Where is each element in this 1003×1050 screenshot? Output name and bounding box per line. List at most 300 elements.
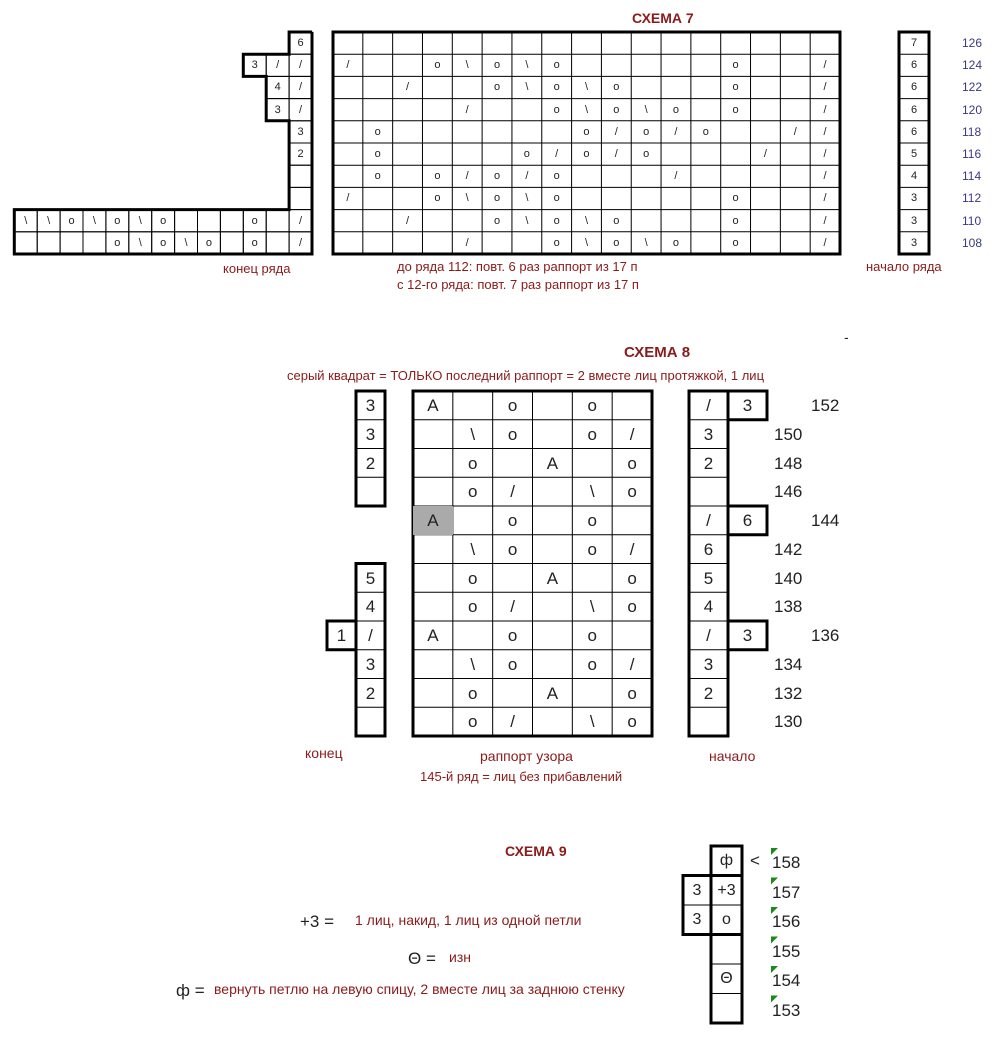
scheme8-left-cell bbox=[356, 707, 385, 736]
scheme8-left-cell bbox=[356, 477, 385, 506]
scheme7-main-cell bbox=[572, 54, 602, 76]
scheme8-main-cell: A bbox=[546, 568, 559, 588]
scheme8-left-cell: 2 bbox=[365, 683, 376, 703]
scheme7-row-number: 122 bbox=[962, 80, 983, 95]
scheme8-right-cell bbox=[689, 707, 728, 736]
scheme7-main-cell: / bbox=[555, 148, 559, 160]
scheme7-main-cell bbox=[393, 187, 423, 209]
scheme7-right-cell: 6 bbox=[910, 103, 918, 116]
scheme7-main-cell bbox=[333, 210, 363, 232]
scheme7-main-cell: \ bbox=[584, 81, 589, 94]
scheme7-row-number: 112 bbox=[962, 191, 982, 206]
scheme7-main-cell bbox=[363, 232, 393, 254]
scheme7-main-cell bbox=[482, 99, 512, 121]
scheme7-main-cell bbox=[631, 210, 661, 232]
scheme8-left-cell: / bbox=[368, 626, 373, 645]
scheme7-left-cell bbox=[175, 210, 198, 232]
scheme7-main-cell bbox=[691, 54, 721, 76]
scheme7-main-cell bbox=[661, 54, 691, 76]
scheme7-left-cell: o bbox=[251, 236, 258, 249]
scheme8-main-cell bbox=[612, 506, 652, 535]
scheme7-main-cell bbox=[780, 32, 810, 54]
scheme8-left-cell: 1 bbox=[336, 626, 347, 645]
scheme7-main-cell: / bbox=[823, 192, 827, 205]
scheme8-main-cell: / bbox=[510, 597, 515, 617]
scheme7-right-cell: 4 bbox=[910, 170, 918, 183]
scheme7-main-cell: / bbox=[823, 214, 827, 227]
scheme7-left-cell: o bbox=[160, 214, 167, 227]
scheme7-main-cell: o bbox=[613, 236, 620, 249]
scheme7-main-cell bbox=[661, 143, 691, 165]
scheme7-right-cell: 6 bbox=[910, 125, 918, 138]
scheme7-main-cell: o bbox=[374, 170, 381, 183]
scheme8-main-cell: o bbox=[627, 712, 637, 732]
scheme7-main-cell: o bbox=[434, 192, 441, 205]
scheme7-right-cell: 5 bbox=[910, 148, 918, 160]
scheme9-cell: 3 bbox=[692, 881, 702, 899]
scheme7-main-cell: o bbox=[434, 170, 441, 183]
scheme9-arrow: < bbox=[750, 851, 760, 870]
scheme7-left-cell: o bbox=[114, 236, 121, 249]
scheme7-main-cell bbox=[572, 187, 602, 209]
scheme7-main-cell bbox=[393, 99, 423, 121]
scheme8-main-cell: o bbox=[627, 683, 637, 703]
scheme8-main-cell: A bbox=[546, 453, 559, 473]
scheme7-main-cell bbox=[393, 121, 423, 143]
scheme7-left-cell bbox=[266, 210, 289, 232]
scheme7-main-cell bbox=[422, 210, 452, 232]
scheme7-left-cell bbox=[220, 232, 243, 254]
scheme7-left-cell: / bbox=[299, 59, 303, 72]
scheme8-left-cell: 4 bbox=[365, 597, 376, 617]
scheme8-main-cell: A bbox=[427, 396, 439, 415]
scheme7-main-cell bbox=[780, 76, 810, 98]
scheme7-main-cell bbox=[452, 76, 482, 98]
scheme7-main-cell: o bbox=[643, 148, 650, 160]
scheme7-main-cell: o bbox=[732, 192, 739, 205]
scheme7-left-cell: 6 bbox=[297, 37, 304, 49]
scheme8-main-cell: \ bbox=[589, 482, 595, 502]
scheme7-main-cell: / bbox=[406, 81, 410, 94]
scheme7-left-cell bbox=[83, 232, 106, 254]
scheme7-main-cell bbox=[691, 99, 721, 121]
scheme7-right-cell: 6 bbox=[910, 59, 918, 72]
scheme8-row-number: 132 bbox=[774, 683, 803, 703]
scheme8-main-cell bbox=[413, 650, 453, 679]
scheme8-main-cell bbox=[453, 391, 493, 420]
scheme8-main-cell: o bbox=[507, 424, 518, 444]
scheme8-left-cell: 3 bbox=[365, 654, 376, 674]
scheme7-main-cell: o bbox=[553, 59, 560, 72]
scheme8-main-cell: o bbox=[468, 568, 478, 588]
scheme8-right-cell: / bbox=[706, 396, 711, 415]
scheme7-main-cell: o bbox=[493, 59, 501, 72]
scheme7-main-cell bbox=[721, 32, 751, 54]
scheme8-main-cell: \ bbox=[470, 539, 476, 559]
scheme8-main-cell: / bbox=[510, 482, 515, 502]
scheme7-main-cell bbox=[482, 232, 512, 254]
scheme8-row-number: 140 bbox=[774, 568, 803, 588]
scheme8-main-cell bbox=[572, 564, 612, 593]
scheme7-label-start: начало ряда bbox=[866, 259, 942, 274]
scheme7-main-cell bbox=[721, 165, 751, 187]
scheme8-main-cell: o bbox=[627, 568, 637, 588]
scheme8-main-cell: o bbox=[587, 424, 597, 444]
scheme7-main-cell: / bbox=[793, 125, 797, 138]
scheme8-main-cell bbox=[533, 420, 573, 449]
scheme7-main-cell: / bbox=[823, 59, 827, 72]
scheme7-main-cell: o bbox=[643, 125, 650, 138]
scheme9-title: СХЕМА 9 bbox=[505, 843, 567, 859]
scheme7-main-cell: o bbox=[374, 125, 381, 138]
scheme7-main-cell bbox=[333, 121, 363, 143]
scheme7-main-cell bbox=[721, 121, 751, 143]
scheme7-main-cell bbox=[482, 121, 512, 143]
scheme7-main-cell bbox=[512, 99, 542, 121]
scheme8-main-cell: o bbox=[468, 683, 478, 703]
scheme8-main-cell: o bbox=[468, 597, 478, 617]
scheme7-main-cell bbox=[691, 165, 721, 187]
scheme7-main-cell bbox=[422, 76, 452, 98]
scheme7-main-cell bbox=[333, 99, 363, 121]
scheme7-main-cell: o bbox=[672, 236, 680, 249]
scheme7-main-cell bbox=[780, 165, 810, 187]
scheme7-main-cell bbox=[422, 232, 452, 254]
scheme8-right-cell bbox=[689, 477, 728, 506]
scheme7-left-cell: \ bbox=[138, 214, 142, 227]
scheme7-main-cell bbox=[751, 121, 781, 143]
scheme7-left-cell: o bbox=[68, 214, 75, 227]
scheme8-main-cell: o bbox=[587, 654, 597, 674]
scheme7-main-cell bbox=[780, 143, 810, 165]
scheme7-main-cell bbox=[512, 232, 542, 254]
scheme7-main-cell bbox=[691, 210, 721, 232]
scheme7-main-cell: / bbox=[525, 170, 529, 183]
scheme8-left-cell: 5 bbox=[365, 568, 376, 588]
scheme8-right-cell: 6 bbox=[703, 539, 714, 559]
scheme7-main-cell bbox=[393, 54, 423, 76]
scheme8-row-number: 146 bbox=[774, 482, 803, 502]
scheme7-main-cell: / bbox=[823, 125, 827, 138]
scheme7-left-cell: o bbox=[160, 236, 167, 249]
scheme7-left-cell bbox=[60, 232, 83, 254]
scheme7-main-cell bbox=[751, 54, 781, 76]
scheme8-right-cell: / bbox=[706, 511, 711, 530]
scheme8-main-cell bbox=[413, 679, 453, 708]
scheme9-cell: +3 bbox=[717, 881, 736, 899]
scheme8-right-cell: 4 bbox=[703, 597, 714, 617]
scheme7-main-cell bbox=[363, 76, 393, 98]
scheme8-main-cell bbox=[413, 564, 453, 593]
scheme7-main-cell: o bbox=[493, 192, 501, 205]
scheme8-main-cell: A bbox=[546, 683, 559, 703]
scheme7-main-cell bbox=[452, 210, 482, 232]
scheme7-left-cell: / bbox=[276, 59, 280, 72]
scheme8-right-cell: 6 bbox=[742, 511, 753, 530]
scheme7-main-cell: / bbox=[614, 148, 618, 160]
scheme9-row-number: 154 bbox=[772, 971, 801, 990]
scheme7-left-cell bbox=[266, 232, 289, 254]
scheme7-right-cell: 3 bbox=[910, 214, 918, 227]
scheme9-row-number: 157 bbox=[772, 882, 801, 902]
scheme8-label-repeat: раппорт узора bbox=[480, 748, 573, 764]
scheme7-main-cell bbox=[333, 232, 363, 254]
scheme8-main-cell bbox=[493, 449, 533, 478]
scheme7-main-cell bbox=[751, 165, 781, 187]
scheme8-main-cell bbox=[413, 707, 453, 736]
scheme7-left-cell: \ bbox=[92, 214, 96, 227]
scheme7-main-cell bbox=[333, 165, 363, 187]
scheme8-main-cell: / bbox=[629, 424, 635, 444]
scheme7-main-cell bbox=[691, 187, 721, 209]
scheme7-main-cell bbox=[333, 76, 363, 98]
scheme7-main-cell bbox=[661, 187, 691, 209]
scheme8-main-cell bbox=[413, 477, 453, 506]
scheme9-cell bbox=[711, 994, 742, 1024]
scheme8-main-cell bbox=[413, 449, 453, 478]
scheme7-main-cell bbox=[810, 32, 840, 54]
scheme7-main-cell bbox=[780, 99, 810, 121]
scheme7-row-number: 116 bbox=[962, 147, 982, 161]
scheme7-left-cell bbox=[198, 210, 221, 232]
scheme7-main-cell: o bbox=[553, 236, 560, 249]
scheme8-row-number: 136 bbox=[811, 626, 840, 645]
scheme7-main-cell: / bbox=[823, 81, 827, 94]
scheme7-main-cell bbox=[482, 143, 512, 165]
scheme7-main-cell: o bbox=[523, 148, 530, 160]
scheme7-left-cell: o bbox=[205, 236, 212, 249]
scheme7-main-cell: \ bbox=[584, 103, 589, 116]
scheme7-main-cell: o bbox=[434, 59, 441, 72]
scheme7-main-cell bbox=[601, 165, 631, 187]
scheme7-main-cell: o bbox=[553, 103, 560, 116]
scheme7-left-cell: o bbox=[251, 214, 258, 227]
scheme8-main-cell: o bbox=[507, 396, 518, 415]
scheme8-main-cell bbox=[533, 477, 573, 506]
scheme7-main-cell: \ bbox=[525, 214, 529, 227]
scheme8-row-number: 148 bbox=[774, 453, 803, 473]
scheme8-row-number: 144 bbox=[811, 511, 840, 530]
scheme8-main-cell: o bbox=[627, 453, 637, 473]
scheme8-main-cell: o bbox=[468, 712, 478, 732]
scheme8-row-number: 152 bbox=[811, 396, 840, 415]
scheme8-main-cell bbox=[533, 707, 573, 736]
scheme7-main-cell bbox=[631, 187, 661, 209]
scheme7-row-number: 120 bbox=[962, 102, 983, 117]
scheme7-main-cell bbox=[542, 121, 572, 143]
scheme7-left-cell: \ bbox=[138, 236, 142, 249]
scheme7-main-cell: o bbox=[732, 103, 739, 116]
scheme8-main-cell bbox=[533, 650, 573, 679]
scheme8-main-cell: \ bbox=[470, 424, 476, 444]
scheme7-main-cell bbox=[780, 232, 810, 254]
scheme7-right-cell: 3 bbox=[910, 192, 918, 205]
scheme8-main-cell: / bbox=[629, 539, 635, 559]
scheme7-left-cell: / bbox=[299, 214, 303, 227]
scheme7-label-end: конец ряда bbox=[223, 261, 291, 276]
scheme7-left-cell: \ bbox=[24, 214, 28, 227]
scheme7-main-cell bbox=[393, 165, 423, 187]
scheme7-main-cell: / bbox=[465, 170, 469, 183]
scheme8-main-cell: / bbox=[510, 712, 515, 732]
scheme7-main-cell: \ bbox=[584, 214, 589, 227]
scheme9-cell: 3 bbox=[692, 911, 702, 928]
scheme7-left-cell: 3 bbox=[274, 103, 281, 116]
scheme7-main-cell bbox=[631, 32, 661, 54]
scheme7-main-cell bbox=[452, 143, 482, 165]
scheme7-main-cell bbox=[422, 143, 452, 165]
scheme7-main-cell: / bbox=[406, 214, 410, 227]
scheme7-main-cell bbox=[363, 210, 393, 232]
scheme7-left-cell bbox=[289, 165, 312, 187]
scheme9-row-number: 158 bbox=[772, 853, 801, 872]
scheme7-main-cell: / bbox=[763, 148, 767, 160]
scheme8-label-start: начало bbox=[709, 748, 756, 764]
legend-theta-symbol: Θ = bbox=[408, 949, 436, 968]
scheme8-main-cell bbox=[612, 391, 652, 420]
scheme9-row-number: 155 bbox=[772, 941, 801, 961]
scheme7-main-cell bbox=[333, 32, 363, 54]
scheme8-main-cell bbox=[612, 621, 652, 650]
scheme8-main-cell: o bbox=[468, 482, 478, 502]
scheme7-main-cell: \ bbox=[525, 81, 529, 94]
scheme7-main-cell: / bbox=[465, 103, 469, 116]
scheme7-main-cell bbox=[691, 143, 721, 165]
legend-plus3-text: 1 лиц, накид, 1 лиц из одной петли bbox=[355, 912, 582, 928]
scheme7-main-cell bbox=[601, 32, 631, 54]
scheme7-main-cell bbox=[393, 32, 423, 54]
scheme8-right-cell: 3 bbox=[742, 626, 753, 645]
scheme7-main-cell: o bbox=[672, 103, 680, 116]
scheme7-main-cell bbox=[572, 165, 602, 187]
scheme7-row-number: 114 bbox=[962, 169, 982, 184]
scheme7-main-cell bbox=[422, 99, 452, 121]
scheme8-note: серый квадрат = ТОЛЬКО последний раппорт = 2 вместе лиц протяжкой, 1 лиц bbox=[287, 368, 765, 383]
scheme7-main-cell: / bbox=[823, 236, 827, 249]
scheme8-right-cell: 2 bbox=[703, 453, 714, 473]
scheme8-main-cell bbox=[533, 535, 573, 564]
scheme7-main-cell bbox=[661, 76, 691, 98]
legend-theta-text: изн bbox=[449, 949, 471, 965]
scheme7-left-cell: 3 bbox=[297, 125, 304, 138]
scheme9-cell: o bbox=[722, 911, 731, 928]
scheme7-main-cell: o bbox=[613, 81, 620, 94]
scheme8-main-cell bbox=[533, 506, 573, 535]
scheme7-main-cell bbox=[691, 76, 721, 98]
scheme7-main-cell: o bbox=[732, 214, 739, 227]
scheme8-label-end: конец bbox=[305, 745, 343, 761]
scheme7-left-cell: 4 bbox=[274, 81, 281, 94]
scheme7-main-cell bbox=[780, 187, 810, 209]
scheme7-main-cell bbox=[751, 210, 781, 232]
scheme7-main-cell: / bbox=[465, 236, 469, 249]
scheme7-main-cell: / bbox=[614, 125, 618, 138]
scheme7-left-cell: / bbox=[299, 103, 303, 116]
scheme8-main-cell bbox=[413, 592, 453, 621]
scheme8-right-cell: 3 bbox=[703, 654, 714, 674]
scheme7-main-cell: o bbox=[702, 125, 709, 138]
scheme7-main-cell: \ bbox=[465, 59, 469, 72]
scheme8-main-cell: A bbox=[427, 626, 439, 645]
scheme7-main-cell: \ bbox=[525, 192, 529, 205]
scheme7-main-cell: / bbox=[674, 170, 678, 183]
scheme7-main-cell bbox=[363, 99, 393, 121]
scheme7-left-cell: 2 bbox=[297, 148, 304, 160]
scheme7-main-cell: o bbox=[553, 192, 560, 205]
scheme7-left-cell bbox=[37, 232, 60, 254]
scheme8-row-number: 150 bbox=[774, 424, 803, 444]
scheme7-main-cell: \ bbox=[644, 236, 648, 249]
scheme7-main-cell bbox=[363, 32, 393, 54]
scheme7-main-cell: / bbox=[823, 148, 827, 160]
scheme7-main-cell: / bbox=[674, 125, 678, 138]
scheme7-left-cell bbox=[289, 187, 312, 209]
scheme7-left-cell: \ bbox=[184, 236, 188, 249]
scheme8-left-cell: 3 bbox=[365, 396, 376, 415]
scheme8-main-cell: o bbox=[507, 654, 518, 674]
scheme7-row-number: 124 bbox=[962, 58, 983, 73]
scheme8-main-cell: / bbox=[629, 654, 635, 674]
scheme7-main-cell: / bbox=[346, 192, 350, 205]
scheme7-main-cell bbox=[482, 32, 512, 54]
scheme7-main-cell: o bbox=[583, 148, 590, 160]
scheme8-main-cell: \ bbox=[470, 654, 476, 674]
scheme7-main-cell bbox=[363, 187, 393, 209]
scheme7-main-cell: o bbox=[553, 214, 560, 227]
scheme7-main-cell bbox=[631, 54, 661, 76]
scheme7-main-cell bbox=[661, 32, 691, 54]
scheme7-note-2: с 12-го ряда: повт. 7 раз раппорт из 17 п bbox=[397, 277, 639, 292]
scheme8-right-cell: / bbox=[706, 626, 711, 645]
scheme8-main-cell bbox=[572, 449, 612, 478]
scheme7-main-cell: o bbox=[732, 81, 739, 94]
scheme7-left-cell: / bbox=[299, 236, 303, 249]
scheme8-main-cell: o bbox=[627, 597, 637, 617]
scheme7-main-cell bbox=[542, 32, 572, 54]
scheme7-main-cell bbox=[751, 187, 781, 209]
scheme8-row-number: 130 bbox=[774, 712, 803, 732]
scheme9-row-number: 153 bbox=[772, 1000, 801, 1020]
scheme8-main-cell bbox=[533, 391, 573, 420]
scheme8-main-cell: o bbox=[587, 626, 597, 645]
scheme8-main-cell bbox=[533, 592, 573, 621]
scheme7-main-cell bbox=[631, 76, 661, 98]
scheme7-main-cell bbox=[661, 210, 691, 232]
scheme7-main-cell bbox=[691, 232, 721, 254]
scheme7-main-cell: o bbox=[613, 214, 620, 227]
scheme9-cell bbox=[711, 935, 742, 965]
scheme7-main-cell bbox=[751, 32, 781, 54]
scheme8-dash: - bbox=[844, 329, 849, 345]
scheme7-left-cell bbox=[14, 232, 37, 254]
scheme7-main-cell bbox=[393, 232, 423, 254]
scheme8-row-number: 142 bbox=[774, 539, 803, 559]
scheme7-main-cell: / bbox=[823, 103, 827, 116]
scheme8-main-cell: o bbox=[468, 453, 478, 473]
scheme7-main-cell bbox=[452, 121, 482, 143]
scheme8-main-cell bbox=[413, 420, 453, 449]
scheme7-main-cell bbox=[393, 143, 423, 165]
scheme8-main-cell bbox=[453, 621, 493, 650]
scheme7-main-cell bbox=[572, 32, 602, 54]
scheme7-right-cell: 7 bbox=[910, 37, 918, 49]
scheme7-main-cell bbox=[512, 32, 542, 54]
scheme8-main-cell bbox=[533, 621, 573, 650]
scheme7-main-cell bbox=[780, 210, 810, 232]
scheme7-left-cell: 3 bbox=[251, 59, 258, 72]
scheme7-right-cell: 6 bbox=[910, 81, 918, 94]
scheme7-main-cell: o bbox=[553, 81, 560, 94]
